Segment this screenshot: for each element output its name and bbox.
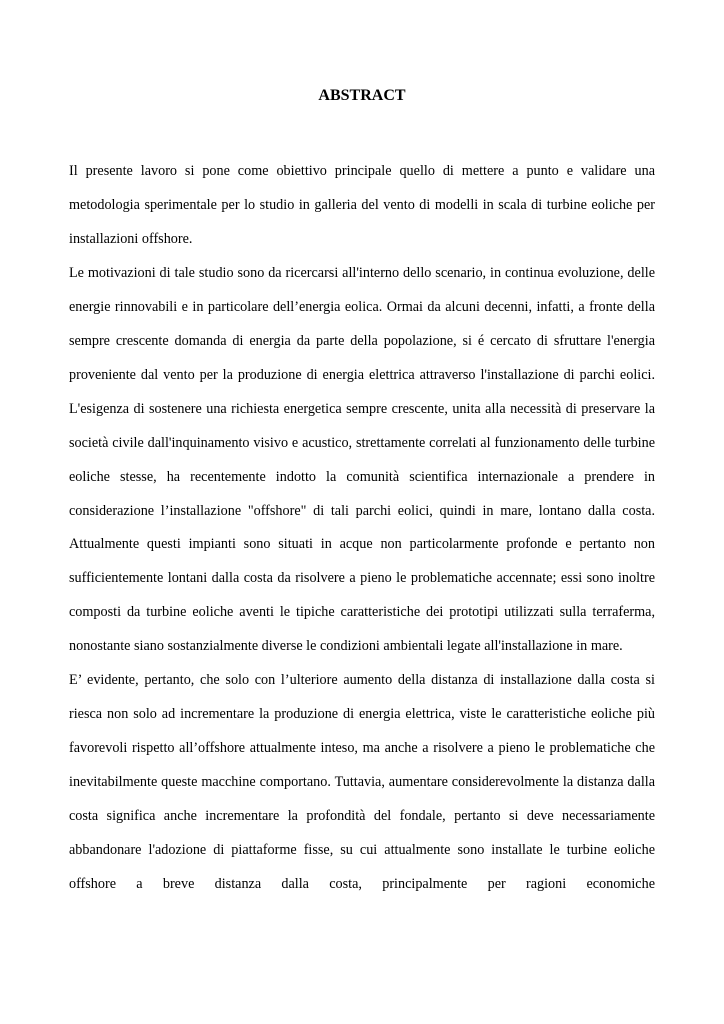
abstract-body <box>69 155 655 902</box>
abstract-title: ABSTRACT <box>318 87 406 104</box>
paragraph-2: Le motivazioni di tale studio sono da ricercarsi all'interno dello scenario, in continua evoluzione, delle energie rinnovabili e in particolare dell’energia eolica. Ormai da alcuni decenni, infatti, a fronte della sempre crescente domanda di energia da parte della popolazione, si é cercato di sfruttare l'energia proveniente dal vento per la produzione di energia elettrica attraverso l'installazione di parchi eolici. L'esigenza di sostenere una richiesta energetica sempre crescente, unita alla necessità di preservare la società civile dall'inquinamento visivo e acustico, strettamente correlati al funzionamento delle turbine eoliche stesse, ha recentemente indotto la comunità scientifica internazionale a prendere in considerazione l’installazione "offshore" di tali parchi eolici, quindi in mare, lontano dalla costa. Attualmente questi impianti sono situati in acque non particolarmente profonde e pertanto non sufficientemente lontani dalla costa da risolvere a pieno le problematiche accennate; essi sono inoltre composti da turbine eoliche aventi le tipiche caratteristiche dei prototipi utilizzati sulla terraferma, nonostante siano sostanzialmente diverse le condizioni ambientali legate all'installazione in mare. <box>69 264 655 655</box>
paragraph-1: Il presente lavoro si pone come obiettivo principale quello di mettere a punto e validare una metodologia sperimentale per lo studio in galleria del vento di modelli in scala di turbine eoliche per installazioni offshore. <box>69 163 655 247</box>
paragraph-3: E’ evidente, pertanto, che solo con l’ulteriore aumento della distanza di installazione dalla costa si riesca non solo ad incrementare la produzione di energia elettrica, viste le caratteristiche eoliche più favorevoli rispetto all’offshore attualmente inteso, ma anche a risolvere a pieno le problematiche che inevitabilmente queste macchine comportano. Tuttavia, aumentare considerevolmente la distanza dalla costa significa anche incrementare la profondità del fondale, pertanto si deve necessariamente abbandonare l'adozione di piattaforme fisse, su cui attualmente sono installate le turbine eoliche offshore a breve distanza dalla costa, principalmente per ragioni economiche <box>69 672 655 893</box>
